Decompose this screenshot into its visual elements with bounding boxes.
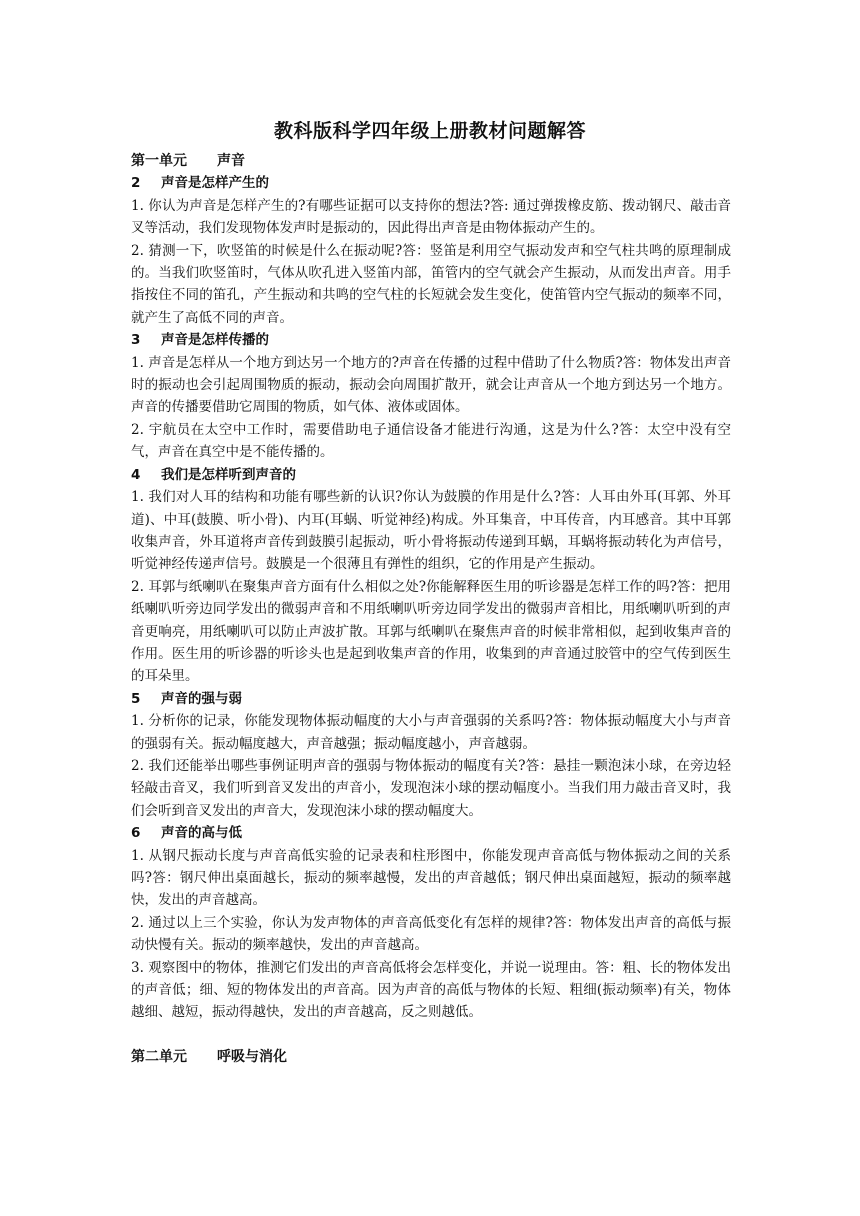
lesson-heading [131, 822, 731, 844]
answer-paragraph: 1. 分析你的记录，你能发现物体振动幅度的大小与声音强弱的关系吗?答：物体振动幅度大小与声音的强弱有关。振动幅度越大，声音越强；振动幅度越小，声音越弱。 [131, 713, 731, 752]
unit-heading [131, 1046, 731, 1068]
answer-paragraph: 2. 猜测一下，吹竖笛的时候是什么在振动呢?答：竖笛是利用空气振动发声和空气柱共鸣的原理制成的。当我们吹竖笛时，气体从吹孔进入竖笛内部，笛管内的空气就会产生振动，从而发出声音。用手指按住不同的笛孔，产生振动和共鸣的空气柱的长短就会发生变化，使笛管内空气振动的频率不同，就产生了高低不同的声音。 [131, 242, 731, 326]
answer-paragraph: 1. 我们对人耳的结构和功能有哪些新的认识?你认为鼓膜的作用是什么?答：人耳由外耳(耳郭、外耳道)、中耳(鼓膜、听小骨)、内耳(耳蜗、听觉神经)构成。外耳集音，中耳传音，内耳感音。其中耳郭收集声音，外耳道将声音传到鼓膜引起振动，听小骨将振动传递到耳蜗，耳蜗将振动转化为声信号，听觉神经传递声信号。鼓膜是一个很薄且有弹性的组织，它的作用是产生振动。 [131, 489, 731, 573]
lesson-number: 4 [131, 466, 141, 483]
unit-label: 第一单元 [131, 153, 187, 169]
lesson-title: 声音的高与低 [161, 825, 242, 842]
lesson-heading [131, 688, 731, 710]
answer-paragraph: 2. 耳郭与纸喇叭在聚集声音方面有什么相似之处?你能解释医生用的听诊器是怎样工作的吗?答：把用纸喇叭听旁边同学发出的微弱声音和不用纸喇叭听旁边同学发出的微弱声音相比，用纸喇叭听到的声音更响亮，用纸喇叭可以防止声波扩散。耳郭与纸喇叭在聚焦声音的时候非常相似，起到收集声音的作用。医生用的听诊器的听诊头也是起到收集声音的作用，收集到的声音通过胶管中的空气传到医生的耳朵里。 [131, 578, 731, 685]
answer-paragraph: 3. 观察图中的物体，推测它们发出的声音高低将会怎样变化，并说一说理由。答：粗、长的物体发出的声音低；细、短的物体发出的声音高。因为声音的高低与物体的长短、粗细(振动频率)有关，物体越细、越短，振动得越快，发出的声音越高，反之则越低。 [131, 959, 731, 1021]
lesson-heading [131, 172, 731, 194]
document-body [131, 150, 731, 1068]
answer-paragraph: 2. 通过以上三个实验，你认为发声物体的声音高低变化有怎样的规律?答：物体发出声音的高低与振动快慢有关。振动的频率越快，发出的声音越高。 [131, 914, 731, 954]
lesson-heading [131, 464, 731, 486]
answer-paragraph: 2. 我们还能举出哪些事例证明声音的强弱与物体振动的幅度有关?答：悬挂一颗泡沫小球，在旁边轻轻敲击音叉，我们听到音叉发出的声音小，发现泡沫小球的摆动幅度小。当我们用力敲击音叉时，我们会听到音叉发出的声音大，发现泡沫小球的摆动幅度大。 [131, 757, 731, 819]
lesson-title: 我们是怎样听到声音的 [161, 466, 296, 483]
lesson-heading [131, 329, 731, 351]
lesson-number: 3 [131, 332, 141, 349]
lesson-number: 2 [131, 175, 141, 192]
answer-paragraph: 1. 从钢尺振动长度与声音高低实验的记录表和柱形图中，你能发现声音高低与物体振动之间的关系吗?答：钢尺伸出桌面越长，振动的频率越慢，发出的声音越低；钢尺伸出桌面越短，振动的频率越快，发出的声音越高。 [131, 847, 731, 909]
answer-paragraph: 2. 宇航员在太空中工作时，需要借助电子通信设备才能进行沟通，这是为什么?答：太空中没有空气，声音在真空中是不能传播的。 [131, 421, 731, 461]
answer-paragraph: 1. 你认为声音是怎样产生的?有哪些证据可以支持你的想法?答: 通过弹拨橡皮筋、拨动钢尺、敲击音叉等活动，我们发现物体发声时是振动的，因此得出声音是由物体振动产生的。 [131, 197, 731, 237]
lesson-title: 声音是怎样传播的 [161, 332, 269, 349]
unit-name: 声音 [217, 153, 245, 169]
unit-label: 第二单元 [131, 1048, 187, 1065]
unit-heading [131, 150, 731, 172]
lesson-number: 5 [131, 690, 141, 707]
answer-paragraph: 1. 声音是怎样从一个地方到达另一个地方的?声音在传播的过程中借助了什么物质?答：物体发出声音时的振动也会引起周围物质的振动，振动会向周围扩散开，就会让声音从一个地方到达另一个地方。声音的传播要借助它周围的物质，如气体、液体或固体。 [131, 354, 731, 416]
lesson-title: 声音的强与弱 [161, 690, 242, 707]
lesson-title: 声音是怎样产生的 [161, 175, 269, 192]
unit-name: 呼吸与消化 [217, 1048, 287, 1065]
document-title: 教科版科学四年级上册教材问题解答 [273, 120, 586, 142]
section-spacer [131, 1024, 731, 1046]
lesson-number: 6 [131, 825, 141, 842]
